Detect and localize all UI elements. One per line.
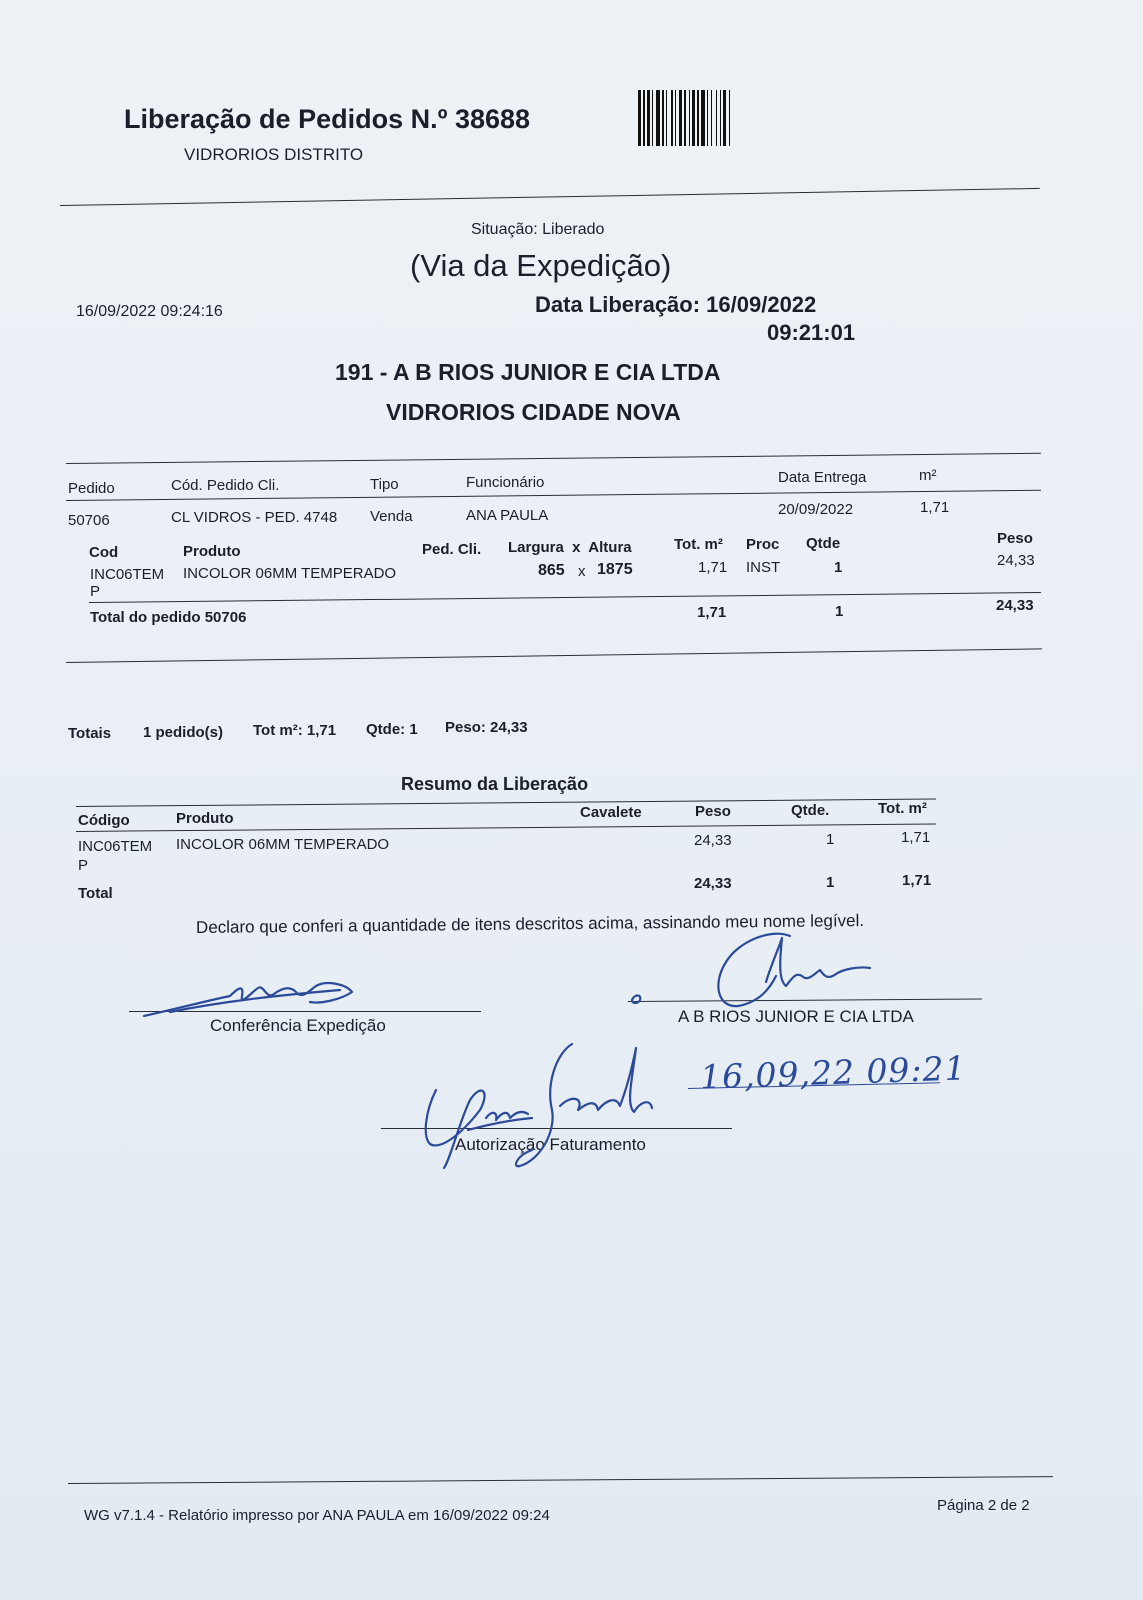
copy-type: (Via da Expedição)	[410, 248, 672, 283]
printed-timestamp: 16/09/2022 09:24:16	[76, 303, 223, 320]
item-col-tot-m2: Tot. m²	[674, 536, 723, 553]
item-col-produto: Produto	[183, 543, 241, 560]
barcode-bar	[689, 90, 690, 146]
barcode-bar	[656, 90, 660, 146]
item-largura: 865	[538, 562, 565, 579]
totals-label: Totais	[68, 725, 112, 742]
order-bottom-rule	[66, 648, 1042, 663]
totals-qtde: Qtde: 1	[366, 721, 418, 738]
item-proc: INST	[746, 559, 781, 576]
document-title: Liberação de Pedidos N.º 38688	[124, 104, 531, 134]
barcode-bar	[701, 90, 705, 146]
summary-col-tot-m2: Tot. m²	[878, 800, 927, 817]
order-data-entrega: 20/09/2022	[778, 501, 854, 518]
conferencia-signature	[140, 978, 380, 1023]
footer-report-info: WG v7.1.4 - Relatório impresso por ANA PAULA em 16/09/2022 09:24	[84, 1507, 550, 1524]
summary-title: Resumo da Liberação	[401, 774, 589, 794]
barcode-bar	[643, 90, 645, 146]
barcode-bar	[711, 90, 712, 146]
barcode-bar	[707, 90, 708, 146]
header-divider	[60, 188, 1040, 206]
barcode-bar	[716, 90, 717, 146]
order-total-rule	[89, 592, 1041, 603]
item-produto: INCOLOR 06MM TEMPERADO	[183, 565, 397, 582]
barcode-bar	[666, 90, 667, 146]
summary-total-peso: 24,33	[694, 875, 732, 892]
order-cod-pedido-cli: CL VIDROS - PED. 4748	[171, 509, 338, 526]
item-peso: 24,33	[997, 552, 1035, 569]
item-cod-line1: INC06TEM	[90, 566, 165, 583]
client-signature-label: A B RIOS JUNIOR E CIA LTDA	[678, 1007, 914, 1026]
item-col-cod: Cod	[89, 544, 119, 561]
summary-total-label: Total	[78, 885, 113, 902]
summary-row-codigo-line1: INC06TEM	[78, 838, 153, 855]
order-total-label: Total do pedido 50706	[90, 609, 247, 626]
order-pedido: 50706	[68, 512, 110, 529]
totals-tot-m2: Tot m²: 1,71	[253, 722, 337, 739]
item-cod-line2: P	[90, 583, 101, 600]
handwritten-date: 16,09,22 09:21	[699, 1048, 968, 1097]
barcode-bar	[662, 90, 664, 146]
barcode	[638, 90, 812, 146]
summary-total-tot-m2: 1,71	[902, 872, 932, 889]
col-tipo: Tipo	[370, 476, 399, 493]
barcode-bar	[679, 90, 682, 146]
item-col-qtde: Qtde	[806, 535, 841, 552]
barcode-bar	[697, 90, 699, 146]
client-branch: VIDRORIOS CIDADE NOVA	[386, 399, 681, 425]
order-funcionario: ANA PAULA	[466, 507, 549, 524]
order-top-rule	[66, 453, 1041, 464]
summary-col-qtde: Qtde.	[791, 802, 830, 819]
col-m2: m²	[919, 467, 937, 484]
company-name: VIDRORIOS DISTRITO	[184, 145, 364, 164]
footer-rule	[68, 1476, 1053, 1484]
barcode-bar	[671, 90, 673, 146]
col-data-entrega: Data Entrega	[778, 469, 867, 486]
barcode-bar	[723, 90, 726, 146]
item-altura: 1875	[597, 561, 633, 578]
summary-row-tot-m2: 1,71	[901, 829, 931, 846]
client-name: 191 - A B RIOS JUNIOR E CIA LTDA	[335, 359, 721, 385]
totals-peso: Peso: 24,33	[445, 719, 528, 736]
summary-col-produto: Produto	[176, 810, 234, 827]
item-col-ped-cli: Ped. Cli.	[422, 541, 482, 558]
conferencia-label: Conferência Expedição	[210, 1016, 386, 1035]
status-label: Situação: Liberado	[471, 221, 605, 238]
item-col-peso: Peso	[997, 530, 1033, 547]
summary-row-produto: INCOLOR 06MM TEMPERADO	[176, 836, 390, 853]
barcode-bar	[638, 90, 641, 146]
order-total-qtde: 1	[835, 603, 844, 620]
footer-page-number: Página 2 de 2	[937, 1497, 1030, 1514]
summary-col-peso: Peso	[695, 803, 731, 820]
release-time: 09:21:01	[767, 320, 856, 345]
release-date: Data Liberação: 16/09/2022	[535, 292, 817, 317]
col-cod-pedido-cli: Cód. Pedido Cli.	[171, 477, 280, 494]
barcode-bar	[675, 90, 676, 146]
barcode-bar	[652, 90, 653, 146]
autorizacao-signature	[420, 1040, 660, 1180]
declaration-text: Declaro que conferi a quantidade de itens descritos acima, assinando meu nome legível.	[195, 911, 865, 937]
order-total-peso: 24,33	[996, 597, 1034, 614]
item-qtde: 1	[834, 559, 843, 576]
autorizacao-label: Autorização Faturamento	[455, 1135, 646, 1154]
totals-pedidos: 1 pedido(s)	[143, 724, 224, 741]
barcode-bar	[729, 90, 730, 146]
summary-row-codigo-line2: P	[78, 857, 89, 874]
client-signature	[620, 928, 920, 1018]
item-tot-m2: 1,71	[698, 559, 728, 576]
summary-row-peso: 24,33	[694, 832, 732, 849]
barcode-bar	[647, 90, 650, 146]
item-col-largura-altura: Largura x Altura	[508, 539, 632, 556]
summary-total-qtde: 1	[826, 874, 835, 891]
summary-col-codigo: Código	[78, 812, 130, 829]
item-dim-separator: x	[578, 563, 586, 580]
summary-col-cavalete: Cavalete	[580, 804, 642, 821]
item-col-proc: Proc	[746, 536, 780, 553]
order-tipo: Venda	[370, 508, 413, 525]
barcode-bar	[692, 90, 695, 146]
order-m2: 1,71	[920, 499, 950, 516]
order-total-m2: 1,71	[697, 604, 727, 621]
summary-row-qtde: 1	[826, 831, 835, 848]
barcode-bar	[720, 90, 721, 146]
col-pedido: Pedido	[68, 480, 115, 497]
col-funcionario: Funcionário	[466, 474, 545, 491]
barcode-bar	[684, 90, 686, 146]
